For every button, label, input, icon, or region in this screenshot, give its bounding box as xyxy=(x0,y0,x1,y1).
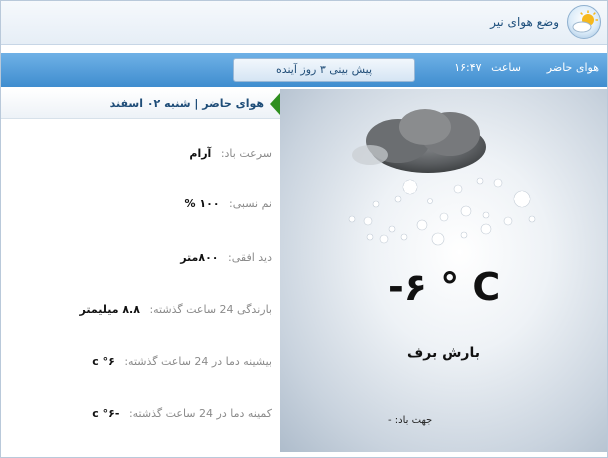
detail-value: ۶° c xyxy=(92,355,115,368)
sun-cloud-icon xyxy=(567,5,601,39)
detail-row-precipitation xyxy=(10,303,272,325)
detail-row-min-temp xyxy=(10,407,272,429)
detail-label: دید افقی: xyxy=(228,251,272,264)
detail-value: آرام xyxy=(189,147,212,160)
green-arrow-icon xyxy=(270,93,280,115)
detail-value: ٨٠٠متر xyxy=(180,251,219,264)
detail-row-max-temp xyxy=(10,355,272,377)
date-line: هوای حاضر | شنبه ۰۲ اسفند xyxy=(109,97,264,110)
forecast-3-day-button[interactable]: پیش بینی ۳ روز آینده xyxy=(233,58,415,82)
detail-row-humidity xyxy=(10,197,272,219)
details-panel xyxy=(1,89,280,452)
detail-row-visibility xyxy=(10,251,272,273)
app-title: وضع هوای نیر xyxy=(490,15,559,29)
detail-label: بیشینه دما در 24 ساعت گذشته: xyxy=(124,355,272,368)
current-temperature: -۶ ° C xyxy=(388,265,503,309)
detail-value: ٨.٨ میلیمتر xyxy=(79,303,140,316)
wind-direction-value: - xyxy=(388,415,392,426)
clock-time: ۱۶:۴۷ xyxy=(454,61,482,74)
detail-label: بارندگی 24 ساعت گذشته: xyxy=(149,303,272,316)
toolbar xyxy=(1,53,607,87)
detail-value: -۶° c xyxy=(92,407,120,420)
date-bar xyxy=(1,89,280,119)
detail-row-wind-speed xyxy=(10,147,272,169)
wind-direction-label: جهت باد: xyxy=(394,415,433,426)
wind-direction xyxy=(388,415,432,426)
detail-value: ١٠٠ % xyxy=(184,197,220,210)
weather-condition: بارش برف xyxy=(407,345,480,361)
detail-label: نم نسبی: xyxy=(229,197,272,210)
tab-current-weather[interactable]: هوای حاضر xyxy=(546,61,599,74)
clock-label: ساعت xyxy=(491,61,521,74)
detail-label: کمینه دما در 24 ساعت گذشته: xyxy=(128,407,272,420)
detail-label: سرعت باد: xyxy=(220,147,272,160)
app-header xyxy=(1,1,607,45)
clock xyxy=(454,61,521,74)
current-weather-panel xyxy=(280,89,607,452)
